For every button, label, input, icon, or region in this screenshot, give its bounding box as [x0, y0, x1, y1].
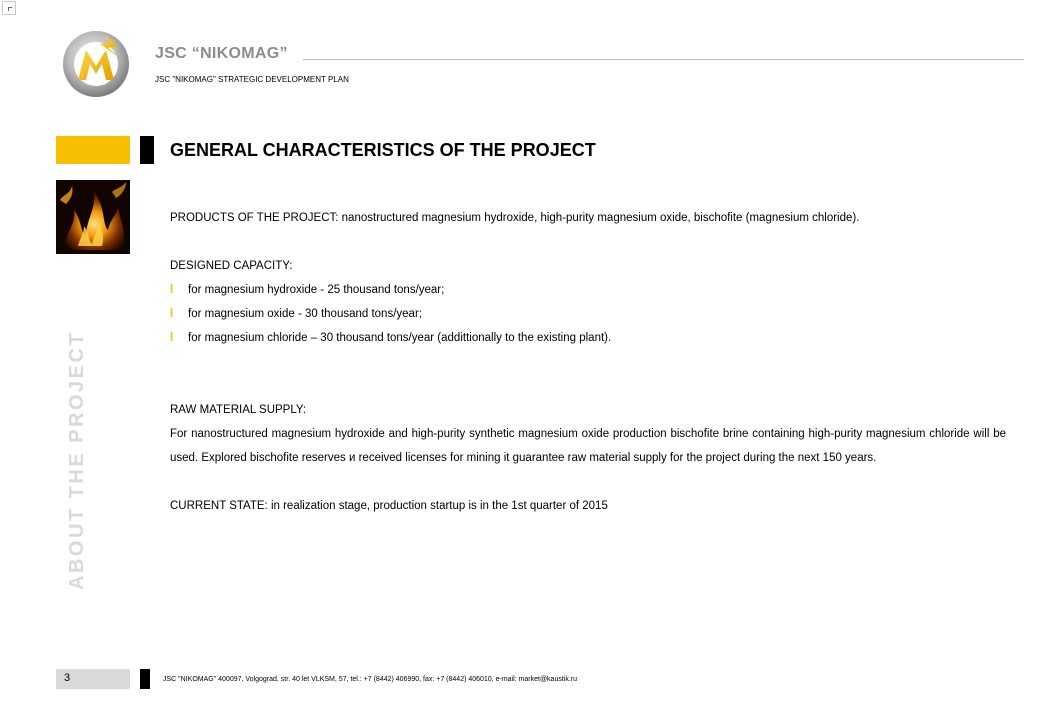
footer-marker	[140, 669, 150, 689]
capacity-item-oxide: for magnesium oxide - 30 thousand tons/year;	[188, 308, 422, 320]
footer-contact-text: JSC "NIKOMAG" 400097, Volgograd, str. 40 let VLKSM, 57, tel.: +7 (8442) 406990, fax: +7 (8442) 406010, e-mail: market@kaustik.ru	[163, 676, 578, 683]
page-number: 3	[64, 672, 71, 684]
section-marker	[140, 136, 154, 164]
section-title: GENERAL CHARACTERISTICS OF THE PROJECT	[170, 140, 596, 160]
corner-marker-icon	[2, 1, 16, 15]
capacity-item-chloride: for magnesium chloride – 30 thousand tons/year (addittionally to the existing plant).	[188, 332, 612, 344]
bullet-icon: l	[170, 284, 174, 296]
section-accent-bar	[56, 136, 130, 164]
document-subtitle: JSC "NIKOMAG" STRATEGIC DEVELOPMENT PLAN	[155, 75, 349, 84]
list-item	[170, 278, 1006, 302]
capacity-heading: DESIGNED CAPACITY:	[170, 260, 293, 272]
bullet-icon: l	[170, 332, 174, 344]
company-name: JSC “NIKOMAG”	[155, 45, 288, 62]
header-divider	[303, 59, 1024, 60]
page-number-box	[56, 669, 130, 689]
current-state-text: CURRENT STATE: in realization stage, production startup is in the 1st quarter of 2015	[170, 500, 608, 512]
products-text: PRODUCTS OF THE PROJECT: nanostructured magnesium hydroxide, high-purity magnesium oxide, bischofite (magnesium chloride).	[170, 212, 860, 224]
raw-material-text: For nanostructured magnesium hydroxide and high-purity synthetic magnesium oxide production bischofite brine containing high-purity magnesium chloride will be used. Explored bischofite reserves и received licenses for mining it guarantee raw material supply for the project during the next 150 years.	[170, 428, 1006, 464]
raw-material-heading: RAW MATERIAL SUPPLY:	[170, 404, 307, 416]
capacity-item-hydroxide: for magnesium hydroxide - 25 thousand tons/year;	[188, 284, 445, 296]
bullet-icon: l	[170, 308, 174, 320]
side-section-label: ABOUT THE PROJECT	[66, 330, 88, 590]
list-item	[170, 302, 1006, 326]
main-content	[170, 206, 1006, 518]
list-item	[170, 326, 1006, 350]
fire-image	[56, 180, 130, 254]
nikomag-logo	[60, 28, 132, 100]
